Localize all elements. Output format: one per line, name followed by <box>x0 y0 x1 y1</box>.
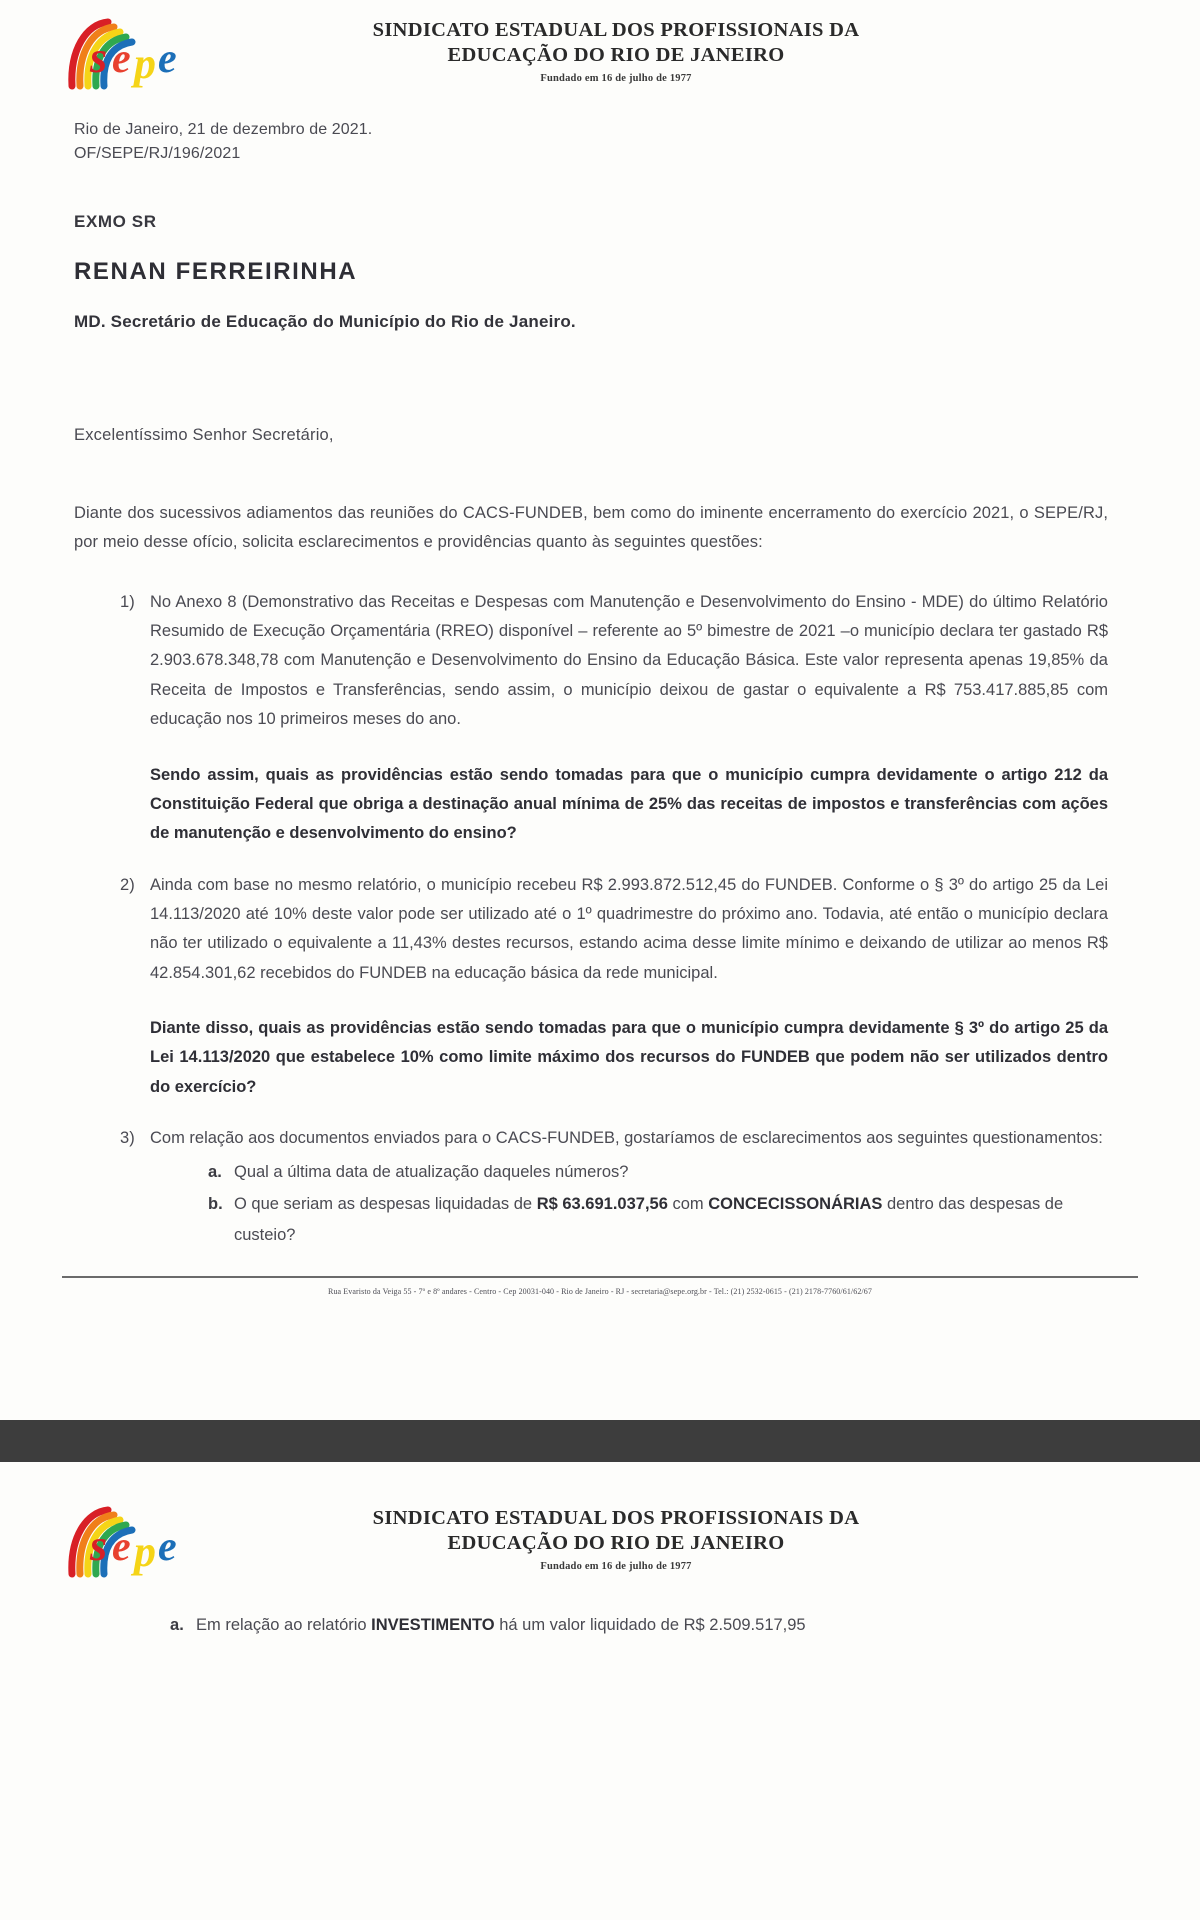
addressee-honorific: EXMO SR <box>74 212 157 231</box>
question-3-text: Com relação aos documentos enviados para o CACS-FUNDEB, gostaríamos de esclarecimentos aos seguintes questionamentos: <box>150 1129 1103 1148</box>
subitem-b-text-before: O que seriam as despesas liquidadas de <box>234 1195 537 1214</box>
subitem-b <box>208 1189 1108 1249</box>
addressee-name: RENAN FERREIRINHA <box>74 258 358 285</box>
subitem-a-text: Qual a última data de atualização daqueles números? <box>234 1163 629 1182</box>
svg-text:e: e <box>112 1524 131 1570</box>
addressee-block <box>74 212 1108 332</box>
place-and-date: Rio de Janeiro, 21 de dezembro de 2021. <box>74 121 373 138</box>
svg-text:s: s <box>90 33 108 82</box>
question-1-bold-followup: Sendo assim, quais as providências estão sendo tomadas para que o município cumpra devidamente o artigo 212 da Constituição Federal que obriga a destinação anual mínima de 25% das receitas de impostos e transferências com ações de manutenção e desenvolvimento do ensino? <box>150 765 1108 843</box>
addressee-role: MD. Secretário de Educação do Município do Rio de Janeiro. <box>74 312 576 331</box>
question-2-text: Ainda com base no mesmo relatório, o município recebeu R$ 2.993.872.512,45 do FUNDEB. Conforme o § 3º do artigo 25 da Lei 14.113/2020 até 10% deste valor pode ser utilizado até o 1º quadrimestre do próximo ano. Todavia, até então o município declara não ter utilizado o equivalente a 11,43% destes recursos, estando acima desse limite mínimo e deixando de utilizar ao menos R$ 42.854.301,62 recebidos do FUNDEB na educação básica da rede municipal. <box>150 875 1108 982</box>
letter-body <box>56 118 1144 1250</box>
letterhead <box>56 14 1144 92</box>
svg-text:s: s <box>90 1521 108 1570</box>
org-name-line-2: EDUCAÇÃO DO RIO DE JANEIRO <box>447 1532 785 1554</box>
question-3-subitems <box>150 1157 1108 1249</box>
question-item-1 <box>120 588 1108 849</box>
subitem-b-bold-term: CONCECISSONÁRIAS <box>708 1195 883 1214</box>
svg-text:e: e <box>112 36 131 82</box>
page-separator <box>0 1420 1200 1462</box>
subitem-c-bold-term: INVESTIMENTO <box>371 1616 495 1634</box>
subitem-b-amount: R$ 63.691.037,56 <box>536 1195 668 1214</box>
org-name-line-1: SINDICATO ESTADUAL DOS PROFISSIONAIS DA <box>372 19 860 41</box>
document-page-2 <box>0 1462 1200 1920</box>
letterhead-text <box>218 14 1144 84</box>
intro-paragraph: Diante dos sucessivos adiamentos das reuniões do CACS-FUNDEB, bem como do iminente encerramento do exercício 2021, o SEPE/RJ, por meio desse ofício, solicita esclarecimentos e providências quanto às seguintes questões: <box>74 504 1108 552</box>
salutation: Excelentíssimo Senhor Secretário, <box>74 426 334 444</box>
org-founded-line: Fundado em 16 de julho de 1977 <box>540 73 692 84</box>
org-name-line-1: SINDICATO ESTADUAL DOS PROFISSIONAIS DA <box>372 1507 860 1529</box>
org-founded-line: Fundado em 16 de julho de 1977 <box>540 1561 692 1572</box>
subitem-c-text-before: Em relação ao relatório <box>196 1616 372 1634</box>
subitem-b-text-middle: com <box>667 1195 709 1214</box>
question-2-bold-followup: Diante disso, quais as providências estão sendo tomadas para que o município cumpra devidamente § 3º do artigo 25 da Lei 14.113/2020 que estabelece 10% como limite máximo dos recursos do FUNDEB que podem não ser utilizados dentro do exercício? <box>150 1019 1108 1096</box>
subitem-a <box>208 1157 1108 1187</box>
letterhead-text-page-2 <box>218 1502 1144 1572</box>
question-1-text: No Anexo 8 (Demonstrativo das Receitas e Despesas com Manutenção e Desenvolvimento do Ensino - MDE) do último Relatório Resumido de Execução Orçamentária (RREO) disponível – referente ao 5º bimestre de 2021 –o município declara ter gastado R$ 2.903.678.348,78 com Manutenção e Desenvolvimento do Ensino da Educação Básica. Este valor representa apenas 19,85% da Receita de Impostos e Transferências, sendo assim, o município deixou de gastar o equivalente a R$ 753.417.885,85 com educação nos 10 primeiros meses do ano. <box>150 592 1108 729</box>
questions-list <box>74 588 1108 1250</box>
svg-text:p: p <box>134 39 156 88</box>
subitem-c <box>170 1610 1108 1640</box>
sepe-rainbow-logo <box>62 16 194 92</box>
svg-text:p: p <box>134 1527 156 1576</box>
footer-divider <box>62 1276 1138 1278</box>
subitem-c-text-after: há um valor liquidado de R$ 2.509.517,95 <box>494 1616 806 1634</box>
footer-address: Rua Evaristo da Veiga 55 - 7º e 8º andares - Centro - Cep 20031-040 - Rio de Janeiro - RJ - secretaria@sepe.org.br - Tel.: (21) 2532-0615 - (21) 2178-7760/61/62/67 <box>328 1286 872 1296</box>
svg-text:e: e <box>158 1524 177 1570</box>
page-2-continuation-list <box>74 1610 1108 1640</box>
document-reference: OF/SEPE/RJ/196/2021 <box>74 145 241 162</box>
question-item-2 <box>120 871 1108 1103</box>
subitem-b-text-after: dentro das despesas de custeio? <box>234 1195 1064 1244</box>
letterhead-page-2 <box>56 1502 1144 1580</box>
sepe-rainbow-logo <box>62 1504 194 1580</box>
svg-text:e: e <box>158 36 177 82</box>
org-name-line-2: EDUCAÇÃO DO RIO DE JANEIRO <box>447 44 785 66</box>
page-2-body <box>56 1610 1144 1640</box>
question-item-3 <box>120 1124 1108 1249</box>
